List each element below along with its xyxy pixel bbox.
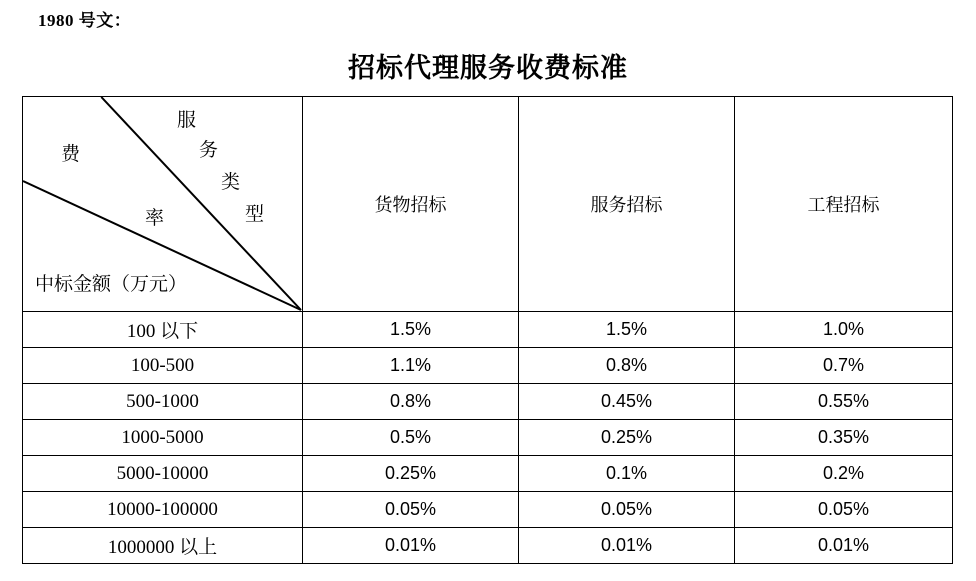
row-engineering-rate: 1.0% (735, 312, 953, 348)
page-title: 招标代理服务收费标准 (348, 53, 628, 83)
corner-label-service-3: 类 (221, 172, 241, 193)
row-service-rate: 0.45% (519, 384, 735, 420)
row-range: 10000-100000 (23, 492, 303, 528)
row-goods-rate: 0.5% (303, 420, 519, 456)
row-goods-rate: 0.8% (303, 384, 519, 420)
row-range: 1000-5000 (23, 420, 303, 456)
row-goods-rate: 1.5% (303, 312, 519, 348)
corner-label-service-1: 服 (177, 110, 197, 131)
row-goods-rate: 0.25% (303, 456, 519, 492)
row-engineering-rate: 0.2% (735, 456, 953, 492)
corner-label-rate: 率 (145, 208, 165, 229)
row-range: 5000-10000 (23, 456, 303, 492)
table-row (23, 384, 953, 420)
row-service-rate: 0.01% (519, 528, 735, 564)
row-service-rate: 0.05% (519, 492, 735, 528)
row-service-rate: 1.5% (519, 312, 735, 348)
table-header-row (23, 97, 953, 312)
row-range: 1000000 以上 (23, 528, 303, 564)
table-row (23, 528, 953, 564)
column-header-service: 服务招标 (519, 97, 735, 312)
row-service-rate: 0.25% (519, 420, 735, 456)
column-header-goods: 货物招标 (303, 97, 519, 312)
row-goods-rate: 0.01% (303, 528, 519, 564)
table-row (23, 456, 953, 492)
table-row (23, 492, 953, 528)
fee-standard-table (22, 96, 953, 564)
row-goods-rate: 0.05% (303, 492, 519, 528)
corner-label-service-4: 型 (245, 204, 265, 225)
corner-label-amount: 中标金额（万元） (35, 274, 188, 295)
column-header-engineering: 工程招标 (735, 97, 953, 312)
table-row (23, 348, 953, 384)
row-range: 100-500 (23, 348, 303, 384)
table-row (23, 312, 953, 348)
row-engineering-rate: 0.35% (735, 420, 953, 456)
row-engineering-rate: 0.7% (735, 348, 953, 384)
row-engineering-rate: 0.05% (735, 492, 953, 528)
corner-label-fee: 费 (61, 144, 81, 165)
document-reference: 1980 号文： (38, 11, 132, 30)
row-range: 100 以下 (23, 312, 303, 348)
row-service-rate: 0.8% (519, 348, 735, 384)
row-engineering-rate: 0.55% (735, 384, 953, 420)
row-range: 500-1000 (23, 384, 303, 420)
row-engineering-rate: 0.01% (735, 528, 953, 564)
table-row (23, 420, 953, 456)
row-goods-rate: 1.1% (303, 348, 519, 384)
row-service-rate: 0.1% (519, 456, 735, 492)
corner-header-cell (23, 97, 303, 312)
corner-label-service-2: 务 (199, 140, 219, 161)
